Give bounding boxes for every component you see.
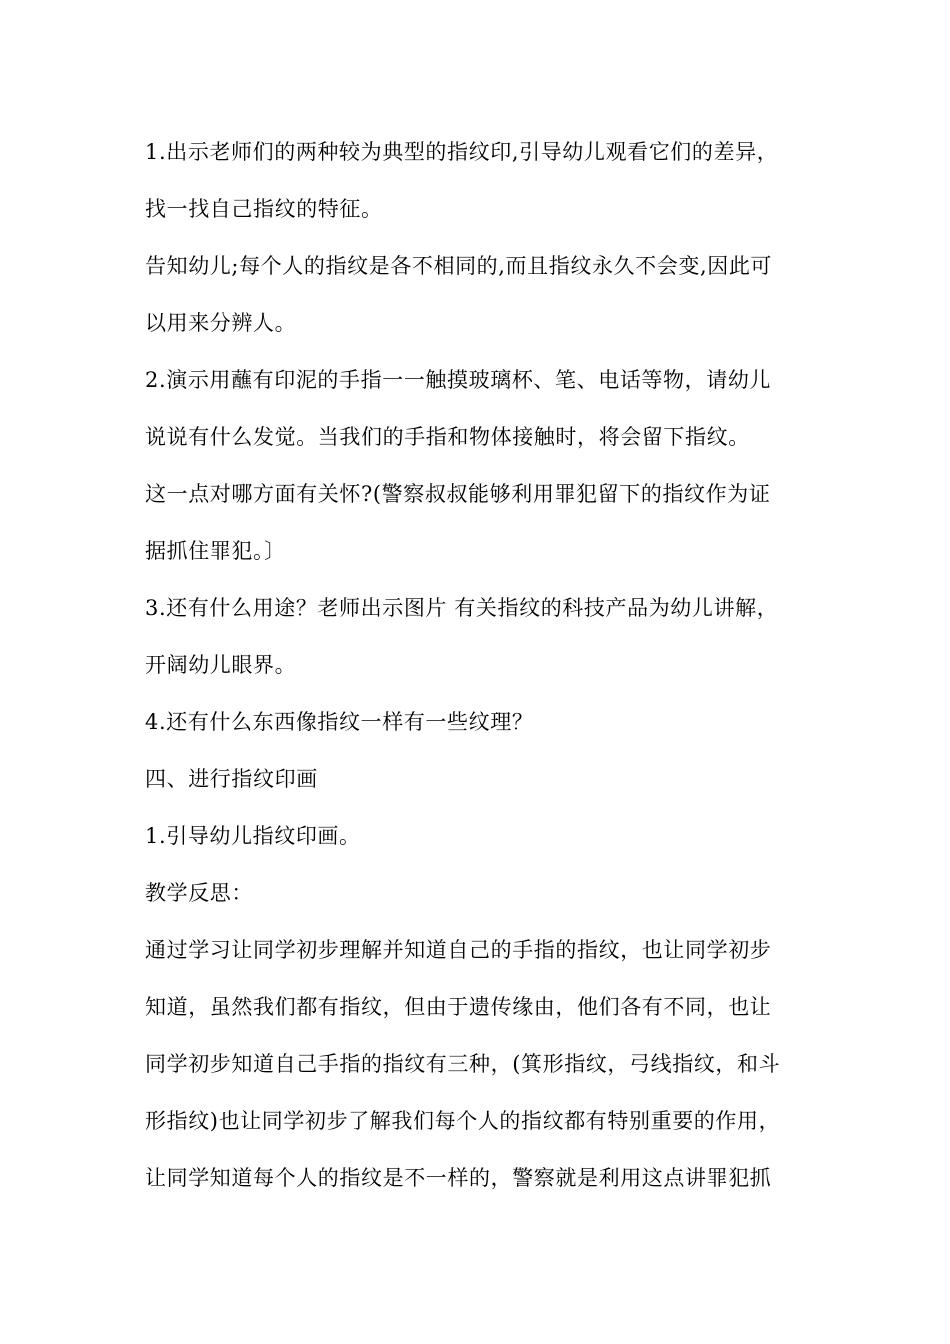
text-line: 3.还有什么用途？老师出示图片 有关指纹的科技产品为幼儿讲解， [145,596,779,620]
text-line: 据抓住罪犯。〕 [145,539,286,563]
section-heading: 教学反思： [145,881,253,905]
text-line: 形指纹)也让同学初步了解我们每个人的指纹都有特别重要的作用， [145,1109,781,1133]
text-line: 知道，虽然我们都有指纹，但由于遗传缘由，他们各有不同，也让 [145,995,772,1019]
text-line: 这一点对哪方面有关怀?(警察叔叔能够利用罪犯留下的指纹作为证 [145,482,771,506]
text-line: 1.出示老师们的两种较为典型的指纹印,引导幼儿观看它们的差异， [145,140,779,164]
text-line: 通过学习让同学初步理解并知道自己的手指的指纹，也让同学初步 [145,938,772,962]
text-line: 2.演示用蘸有印泥的手指一一触摸玻璃杯、笔、电话等物，请幼儿 [145,368,772,392]
section-heading: 四、进行指纹印画 [145,767,318,791]
text-line: 说说有什么发觉。当我们的手指和物体接触时，将会留下指纹。 [145,425,750,449]
text-line: 告知幼儿;每个人的指纹是各不相同的,而且指纹永久不会变,因此可 [145,254,773,278]
text-line: 找一找自己指纹的特征。 [145,197,383,221]
text-line: 1.引导幼儿指纹印画。 [145,824,361,848]
text-line: 开阔幼儿眼界。 [145,653,297,677]
text-line: 4.还有什么东西像指纹一样有一些纹理？ [145,710,534,734]
text-line: 同学初步知道自己手指的指纹有三种，(箕形指纹，弓线指纹，和斗 [145,1052,781,1076]
text-line: 以用来分辨人。 [145,311,297,335]
text-line: 让同学知道每个人的指纹是不一样的，警察就是利用这点讲罪犯抓 [145,1166,772,1190]
